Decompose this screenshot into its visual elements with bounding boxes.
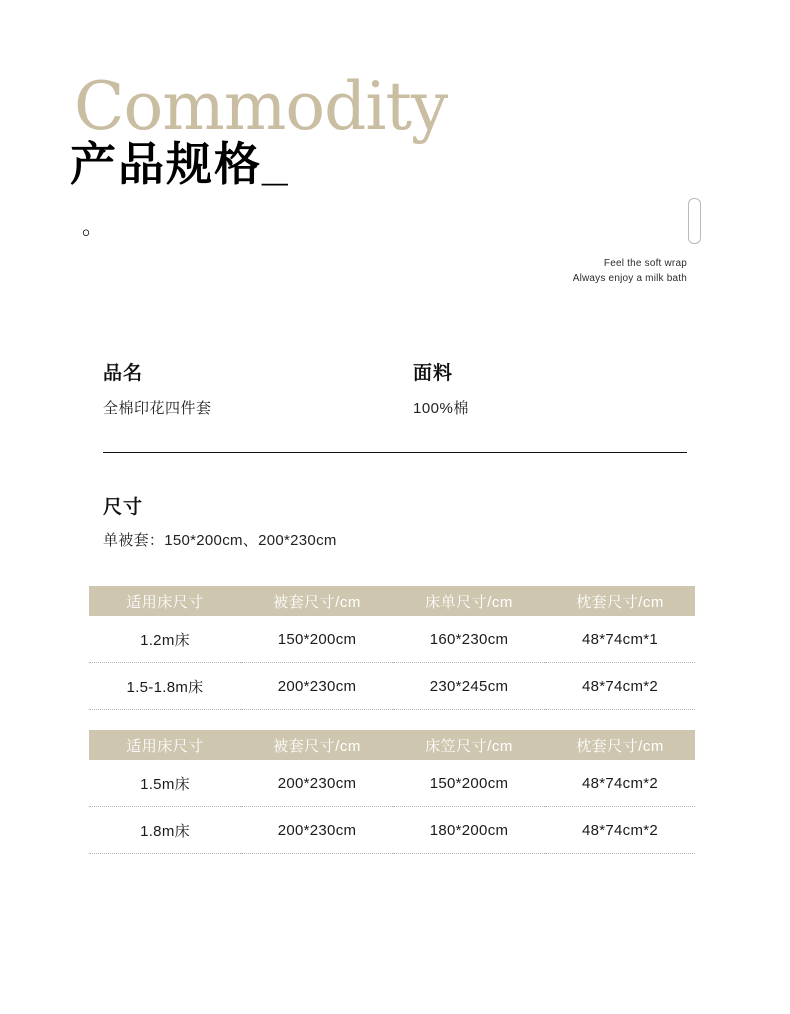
table-header-row — [89, 586, 695, 616]
page-title: 产品规格_ — [70, 138, 290, 190]
table-cell: 48*74cm*2 — [545, 807, 695, 854]
table-cell: 200*230cm — [241, 807, 393, 854]
spec-block — [103, 358, 687, 418]
table-cell: 150*200cm — [241, 616, 393, 663]
tagline-line-1: Feel the soft wrap — [603, 258, 687, 269]
table-cell: 1.2m床 — [89, 616, 241, 663]
size-table-duvet-flatsheet — [89, 586, 695, 710]
table-header-row — [89, 730, 695, 760]
decorative-script-title: Commodity — [74, 68, 448, 145]
size-table-duvet-fittedsheet — [89, 730, 695, 854]
spec-labels-row — [103, 358, 687, 418]
table-header-cell: 床笠尺寸/cm — [393, 730, 545, 760]
page-header — [0, 0, 790, 310]
table-header-cell: 被套尺寸/cm — [241, 586, 393, 616]
table-cell: 230*245cm — [393, 663, 545, 710]
table-cell: 48*74cm*1 — [545, 616, 695, 663]
size-note: 单被套：150*200cm、200*230cm — [103, 532, 337, 549]
decorative-dot: 。 — [82, 214, 105, 239]
size-title: 尺寸 — [103, 497, 144, 518]
table-cell: 180*200cm — [393, 807, 545, 854]
tagline-line-2: Always enjoy a milk bath — [572, 273, 687, 284]
table-cell: 48*74cm*2 — [545, 663, 695, 710]
table-cell: 200*230cm — [241, 663, 393, 710]
spec-fabric-column — [413, 358, 687, 418]
table-header-cell: 适用床尺寸 — [89, 730, 241, 760]
table-header-cell: 被套尺寸/cm — [241, 730, 393, 760]
table-row — [89, 616, 695, 663]
spec-name-label: 品名 — [103, 363, 144, 384]
decorative-pill-shape — [688, 198, 701, 244]
table-header-cell: 床单尺寸/cm — [393, 586, 545, 616]
table-row — [89, 760, 695, 807]
table-cell: 150*200cm — [393, 760, 545, 807]
spec-fabric-label: 面料 — [413, 363, 454, 384]
table-row — [89, 807, 695, 854]
spec-name-value: 全棉印花四件套 — [103, 400, 212, 417]
spec-fabric-value: 100%棉 — [413, 400, 469, 417]
table-header-cell: 枕套尺寸/cm — [545, 586, 695, 616]
spec-name-column — [103, 358, 413, 418]
section-divider — [103, 452, 687, 453]
table-cell: 160*230cm — [393, 616, 545, 663]
table-cell: 1.5-1.8m床 — [89, 663, 241, 710]
table-header-cell: 枕套尺寸/cm — [545, 730, 695, 760]
tagline — [573, 256, 687, 286]
table-header-cell: 适用床尺寸 — [89, 586, 241, 616]
size-section — [103, 492, 687, 550]
table-row — [89, 663, 695, 710]
table-cell: 1.5m床 — [89, 760, 241, 807]
table-cell: 48*74cm*2 — [545, 760, 695, 807]
table-cell: 1.8m床 — [89, 807, 241, 854]
table-cell: 200*230cm — [241, 760, 393, 807]
